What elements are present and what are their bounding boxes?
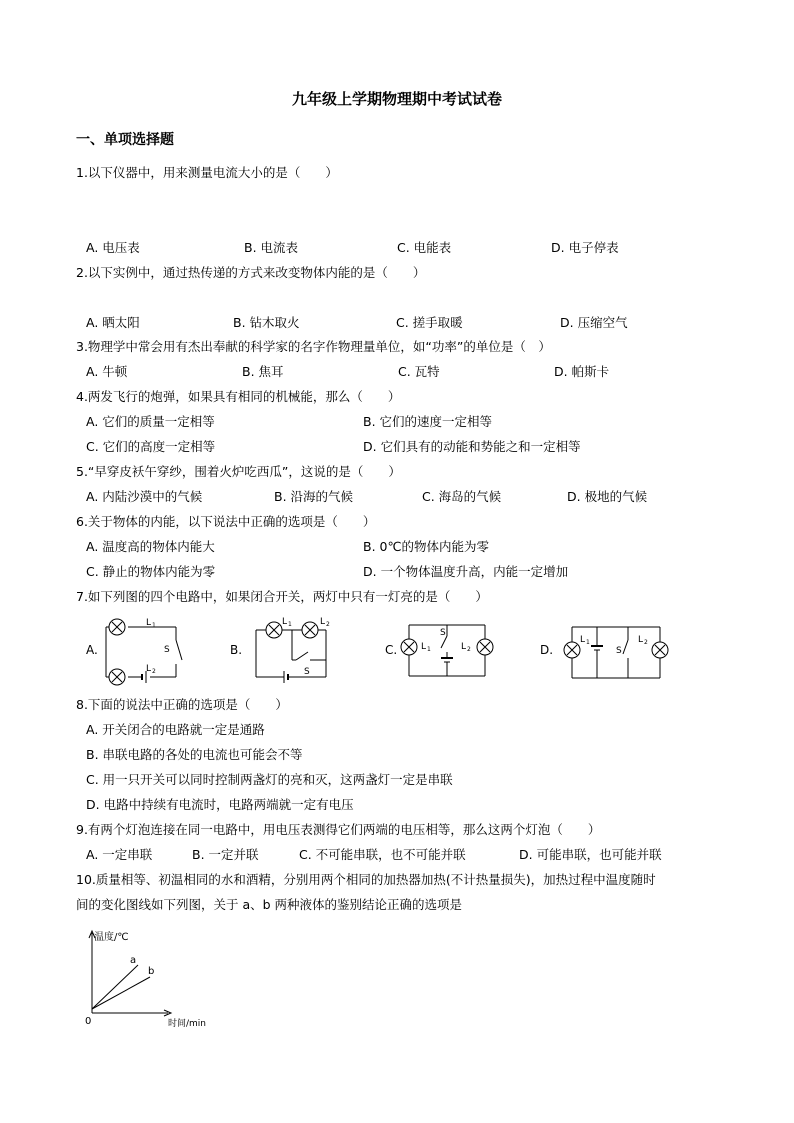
question-3-option-a: A. 牛顿 — [86, 364, 128, 379]
question-8-stem: 8.下面的说法中正确的选项是（ ） — [76, 697, 288, 712]
question-1-option-d: D. 电子停表 — [551, 240, 619, 255]
question-4-option-d: D. 它们具有的动能和势能之和一定相等 — [363, 439, 581, 454]
bulb-icon — [477, 639, 493, 655]
lamp-l2-label: L — [320, 617, 326, 627]
question-2-option-d: D. 压缩空气 — [560, 315, 628, 330]
lamp-l2-label: L — [638, 635, 644, 645]
x-axis-label: 时间/min — [168, 1019, 207, 1029]
bulb-icon — [302, 622, 318, 638]
page-title: 九年级上学期物理期中考试试卷 — [291, 90, 502, 108]
lamp-l1-subscript: 1 — [586, 639, 590, 646]
question-9-option-c: C. 不可能串联，也不可能并联 — [299, 847, 466, 862]
line-a-label: a — [130, 955, 137, 966]
question-2-option-b: B. 钻木取火 — [233, 315, 300, 330]
circuit-a-figure — [84, 614, 194, 694]
bulb-icon — [564, 642, 580, 658]
question-9-option-d: D. 可能串联，也可能并联 — [519, 847, 662, 862]
switch-label: S — [616, 646, 622, 656]
circuit-d-label: D. — [540, 643, 554, 657]
lamp-l2-label: L — [146, 664, 152, 674]
lamp-l1-label: L — [282, 617, 288, 627]
bulb-icon — [109, 619, 125, 635]
lamp-l1-subscript: 1 — [427, 646, 431, 653]
question-5-option-c: C. 海岛的气候 — [422, 489, 502, 504]
question-6-option-c: C. 静止的物体内能为零 — [86, 564, 216, 579]
question-9-option-a: A. 一定串联 — [86, 847, 153, 862]
question-4-stem: 4.两发飞行的炮弹，如果具有相同的机械能，那么（ ） — [76, 389, 401, 404]
origin-label: 0 — [85, 1016, 92, 1027]
question-1-stem: 1.以下仪器中，用来测量电流大小的是（ ） — [76, 165, 338, 180]
switch-label: S — [164, 645, 170, 655]
bulb-icon — [401, 639, 417, 655]
lamp-l2-subscript: 2 — [644, 639, 648, 646]
switch-label: S — [304, 667, 310, 677]
switch-label: S — [440, 628, 446, 638]
question-7-stem: 7.如下列图的四个电路中，如果闭合开关，两灯中只有一灯亮的是（ ） — [76, 589, 488, 604]
lamp-l1-label: L — [421, 642, 427, 652]
question-8-option-b: B. 串联电路的各处的电流也可能会不等 — [86, 747, 303, 762]
question-4-option-c: C. 它们的高度一定相等 — [86, 439, 216, 454]
question-10-stem-line1: 10.质量相等、初温相同的水和酒精，分别用两个相同的加热器加热(不计热量损失)，加热过程中温度随时 — [76, 872, 656, 887]
temperature-time-graph — [80, 925, 220, 1035]
lamp-l1-label: L — [580, 635, 586, 645]
question-5-option-d: D. 极地的气候 — [567, 489, 648, 504]
circuit-a-label: A. — [86, 643, 98, 657]
question-9-option-b: B. 一定并联 — [192, 847, 259, 862]
question-3-option-c: C. 瓦特 — [398, 364, 440, 379]
lamp-l2-label: L — [461, 642, 467, 652]
bulb-icon — [109, 669, 125, 685]
bulb-icon — [266, 622, 282, 638]
question-9-stem: 9.有两个灯泡连接在同一电路中，用电压表测得它们两端的电压相等，那么这两个灯泡（ ） — [76, 822, 601, 837]
question-8-option-d: D. 电路中持续有电流时，电路两端就一定有电压 — [86, 797, 354, 812]
question-1-option-b: B. 电流表 — [244, 240, 299, 255]
question-3-option-b: B. 焦耳 — [242, 364, 284, 379]
question-5-option-a: A. 内陆沙漠中的气候 — [86, 489, 203, 504]
lamp-l2-subscript: 2 — [326, 621, 330, 628]
question-2-option-a: A. 晒太阳 — [86, 315, 140, 330]
question-8-option-c: C. 用一只开关可以同时控制两盏灯的亮和灭，这两盏灯一定是串联 — [86, 772, 453, 787]
question-8-option-a: A. 开关闭合的电路就一定是通路 — [86, 722, 265, 737]
circuit-b-label: B. — [230, 643, 243, 657]
question-6-stem: 6.关于物体的内能，以下说法中正确的选项是（ ） — [76, 514, 376, 529]
lamp-l1-subscript: 1 — [152, 622, 156, 629]
question-4-option-a: A. 它们的质量一定相等 — [86, 414, 215, 429]
question-1-option-c: C. 电能表 — [397, 240, 452, 255]
lamp-l2-subscript: 2 — [467, 646, 471, 653]
question-6-option-b: B. 0℃的物体内能为零 — [363, 539, 490, 554]
question-3-stem: 3.物理学中常会用有杰出奉献的科学家的名字作物理量单位，如“功率”的单位是（ ） — [76, 339, 551, 354]
question-1-option-a: A. 电压表 — [86, 240, 140, 255]
question-5-option-b: B. 沿海的气候 — [274, 489, 354, 504]
question-5-stem: 5.“早穿皮袄午穿纱，围着火炉吃西瓜”，这说的是（ ） — [76, 464, 401, 479]
question-6-option-d: D. 一个物体温度升高，内能一定增加 — [363, 564, 569, 579]
y-axis-label: 温度/℃ — [94, 932, 129, 943]
bulb-icon — [652, 642, 668, 658]
question-6-option-a: A. 温度高的物体内能大 — [86, 539, 215, 554]
lamp-l1-label: L — [146, 618, 152, 628]
lamp-l2-subscript: 2 — [152, 668, 156, 675]
question-2-stem: 2.以下实例中，通过热传递的方式来改变物体内能的是（ ） — [76, 265, 426, 280]
question-2-option-c: C. 搓手取暖 — [396, 315, 463, 330]
question-10-stem-line2: 间的变化图线如下列图，关于 a、b 两种液体的鉴别结论正确的选项是 — [76, 897, 463, 912]
question-4-option-b: B. 它们的速度一定相等 — [363, 414, 493, 429]
circuit-c-figure — [383, 618, 498, 682]
circuit-d-figure — [540, 620, 675, 684]
circuit-c-label: C. — [385, 643, 398, 657]
line-b-label: b — [148, 966, 155, 977]
question-3-option-d: D. 帕斯卡 — [554, 364, 610, 379]
circuit-b-figure — [228, 614, 348, 694]
lamp-l1-subscript: 1 — [288, 621, 292, 628]
section-heading: 一、单项选择题 — [76, 132, 174, 148]
